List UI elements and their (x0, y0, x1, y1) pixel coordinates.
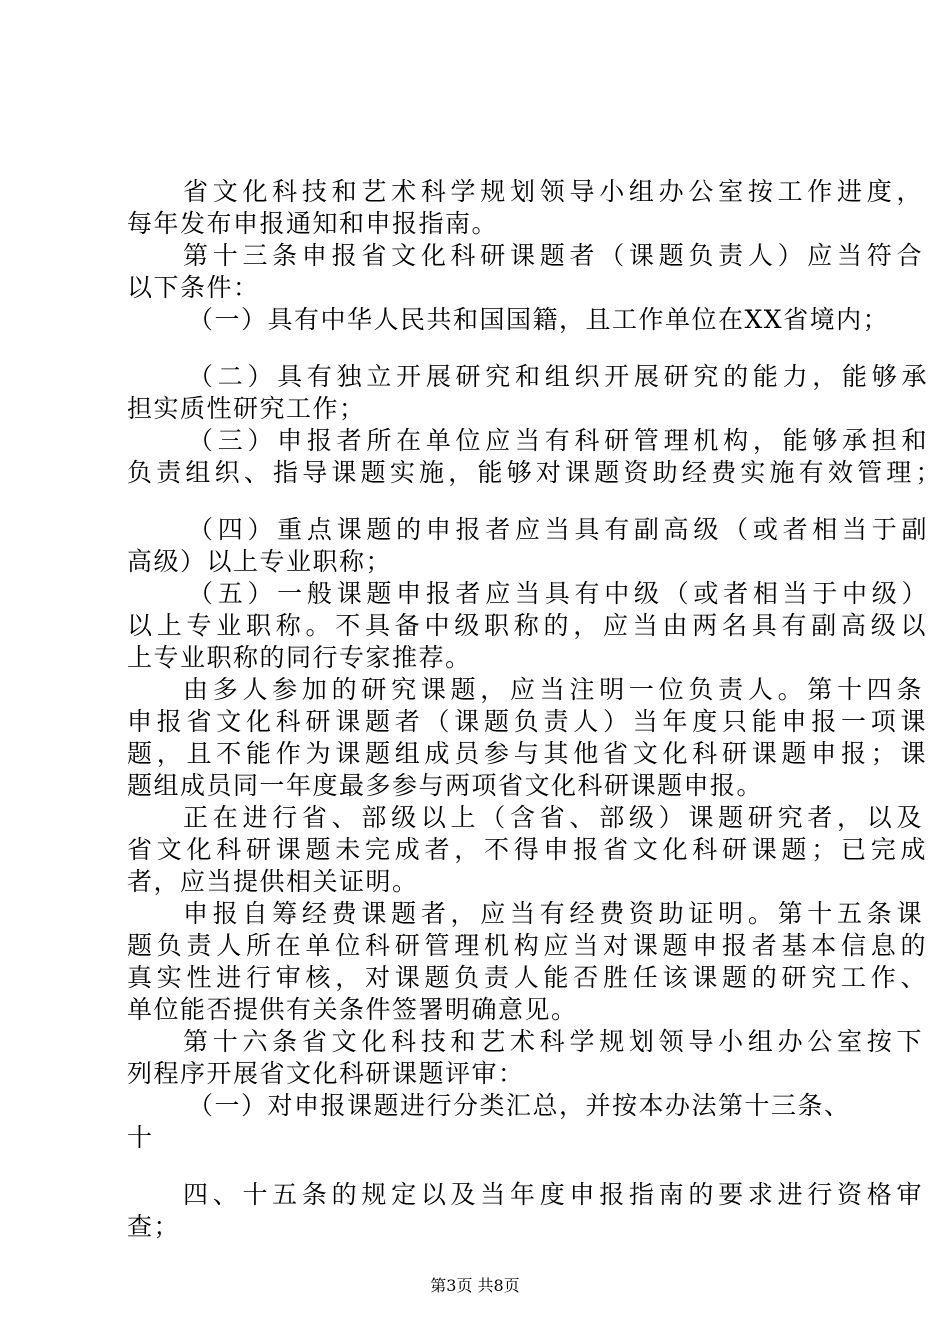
text-line: 题负责人所在单位科研管理机构应当对课题申报者基本信息的 (127, 931, 927, 960)
text-line: 正在进行省、部级以上（含省、部级）课题研究者，以及 (183, 803, 923, 832)
text-line: 真实性进行审核，对课题负责人能否胜任该课题的研究工作、 (127, 963, 927, 992)
text-line: 上专业职称的同行专家推荐。 (127, 643, 472, 672)
text-line: 省文化科研课题未完成者，不得申报省文化科研课题；已完成 (127, 835, 927, 864)
text-line: （四）重点课题的申报者应当具有副高级（或者相当于副 (188, 515, 928, 544)
text-line: 第十三条申报省文化科研课题者（课题负责人）应当符合 (183, 241, 923, 270)
text-line: 单位能否提供有关条件签署明确意见。 (127, 995, 578, 1024)
page-number-footer: 第3页 共8页 (430, 1276, 520, 1295)
text-line: （一）具有中华人民共和国国籍，且工作单位在XX省境内； (188, 305, 890, 334)
text-line: 高级）以上专业职称； (127, 547, 393, 576)
text-line: 申报自筹经费课题者，应当有经费资助证明。第十五条课 (183, 899, 923, 928)
text-line: （二）具有独立开展研究和组织开展研究的能力，能够承 (188, 362, 928, 391)
text-line: 列程序开展省文化科研课题评审： (127, 1059, 525, 1088)
text-line: 每年发布申报通知和申报指南。 (127, 209, 499, 238)
text-line: （三）申报者所在单位应当有科研管理机构，能够承担和 (188, 426, 928, 455)
text-line: 以下条件： (127, 273, 260, 302)
text-line: 者，应当提供相关证明。 (127, 867, 419, 896)
text-line: （一）对申报课题进行分类汇总，并按本办法第十三条、 (188, 1091, 851, 1120)
text-line: 题，且不能作为课题组成员参与其他省文化科研课题申报；课 (127, 739, 927, 768)
text-line: 担实质性研究工作； (127, 394, 366, 423)
text-line: 以上专业职称。不具备中级职称的，应当由两名具有副高级以 (127, 611, 927, 640)
text-line: 申报省文化科研课题者（课题负责人）当年度只能申报一项课 (127, 707, 927, 736)
text-line: 四、十五条的规定以及当年度申报指南的要求进行资格审 (183, 1180, 923, 1209)
text-line: 负责组织、指导课题实施，能够对课题资助经费实施有效管理； (127, 458, 942, 487)
text-line: 第十六条省文化科技和艺术科学规划领导小组办公室按下 (183, 1027, 923, 1056)
text-line: （五）一般课题申报者应当具有中级（或者相当于中级） (188, 579, 928, 608)
text-line: 题组成员同一年度最多参与两项省文化科研课题申报。 (127, 771, 764, 800)
text-line: 由多人参加的研究课题，应当注明一位负责人。第十四条 (183, 675, 923, 704)
text-line: 查； (127, 1212, 181, 1241)
text-line: 省文化科技和艺术科学规划领导小组办公室按工作进度， (183, 177, 923, 206)
text-line: 十 (127, 1123, 154, 1152)
